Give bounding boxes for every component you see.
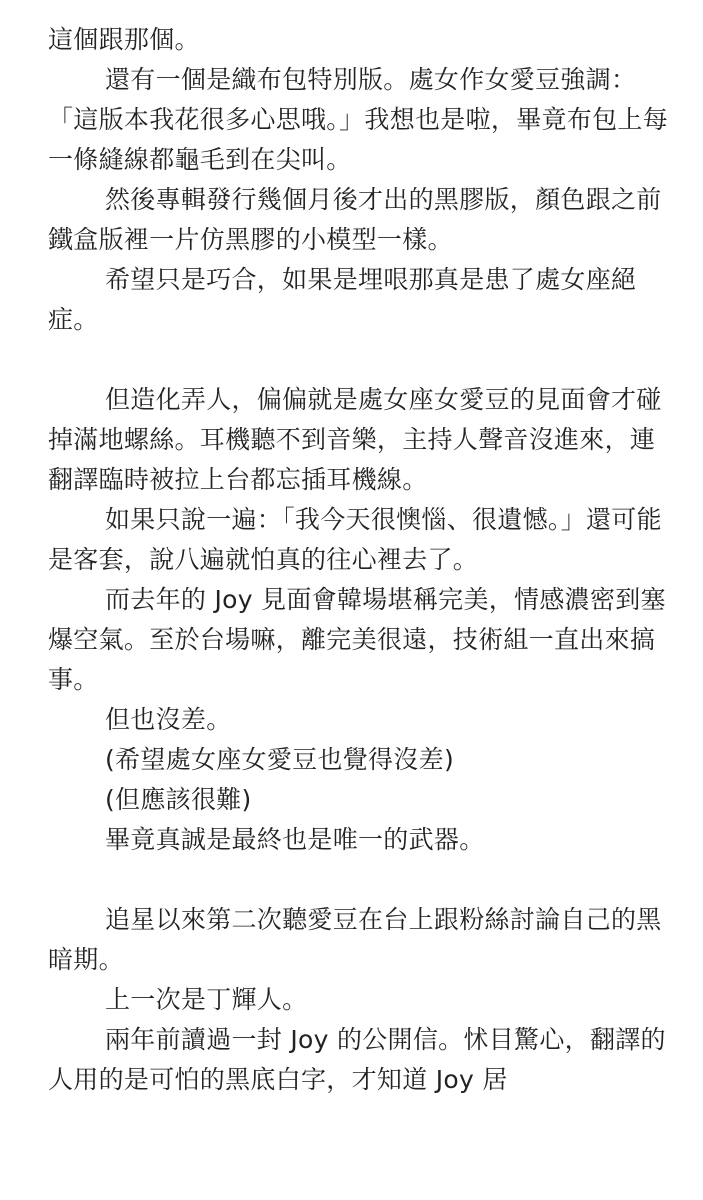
paragraph-9: (希望處女座女愛豆也覺得沒差): [105, 745, 455, 774]
paragraph-12: 追星以來第二次聽愛豆在台上跟粉絲討論自己的黑暗期。: [48, 905, 662, 974]
paragraph-14: 兩年前讀過一封 Joy 的公開信。怵目驚心，翻譯的人用的是可怕的黑底白字，才知道 Joy 居: [48, 1025, 666, 1094]
paragraph-spacer: [48, 340, 668, 380]
paragraph-1: 這個跟那個。: [48, 25, 200, 54]
paragraph-6: 如果只說一遍：「我今天很懊惱、很遺憾。」還可能是客套，說八遍就怕真的往心裡去了。: [48, 505, 662, 574]
paragraph-10: (但應該很難): [105, 785, 252, 814]
paragraph-7: 而去年的 Joy 見面會韓場堪稱完美，情感濃密到塞爆空氣。至於台場嘛，離完美很遠，技術組一直出來搞事。: [48, 585, 666, 694]
article-body: [48, 20, 668, 1100]
paragraph-11: 畢竟真誠是最終也是唯一的武器。: [105, 825, 485, 854]
paragraph-4: 希望只是巧合，如果是埋哏那真是患了處女座絕症。: [48, 265, 637, 334]
paragraph-2: 還有一個是織布包特別版。處女作女愛豆強調：「這版本我花很多心思哦。」我想也是啦，畢竟布包上每一條縫線都龜毛到在尖叫。: [48, 65, 669, 174]
paragraph-spacer: [48, 860, 668, 900]
paragraph-13: 上一次是丁輝人。: [105, 985, 308, 1014]
paragraph-8: 但也沒差。: [105, 705, 232, 734]
paragraph-5: 但造化弄人，偏偏就是處女座女愛豆的見面會才碰掉滿地螺絲。耳機聽不到音樂，主持人聲音沒進來，連翻譯臨時被拉上台都忘插耳機線。: [48, 385, 662, 494]
paragraph-3: 然後專輯發行幾個月後才出的黑膠版，顏色跟之前鐵盒版裡一片仿黑膠的小模型一樣。: [48, 185, 662, 254]
